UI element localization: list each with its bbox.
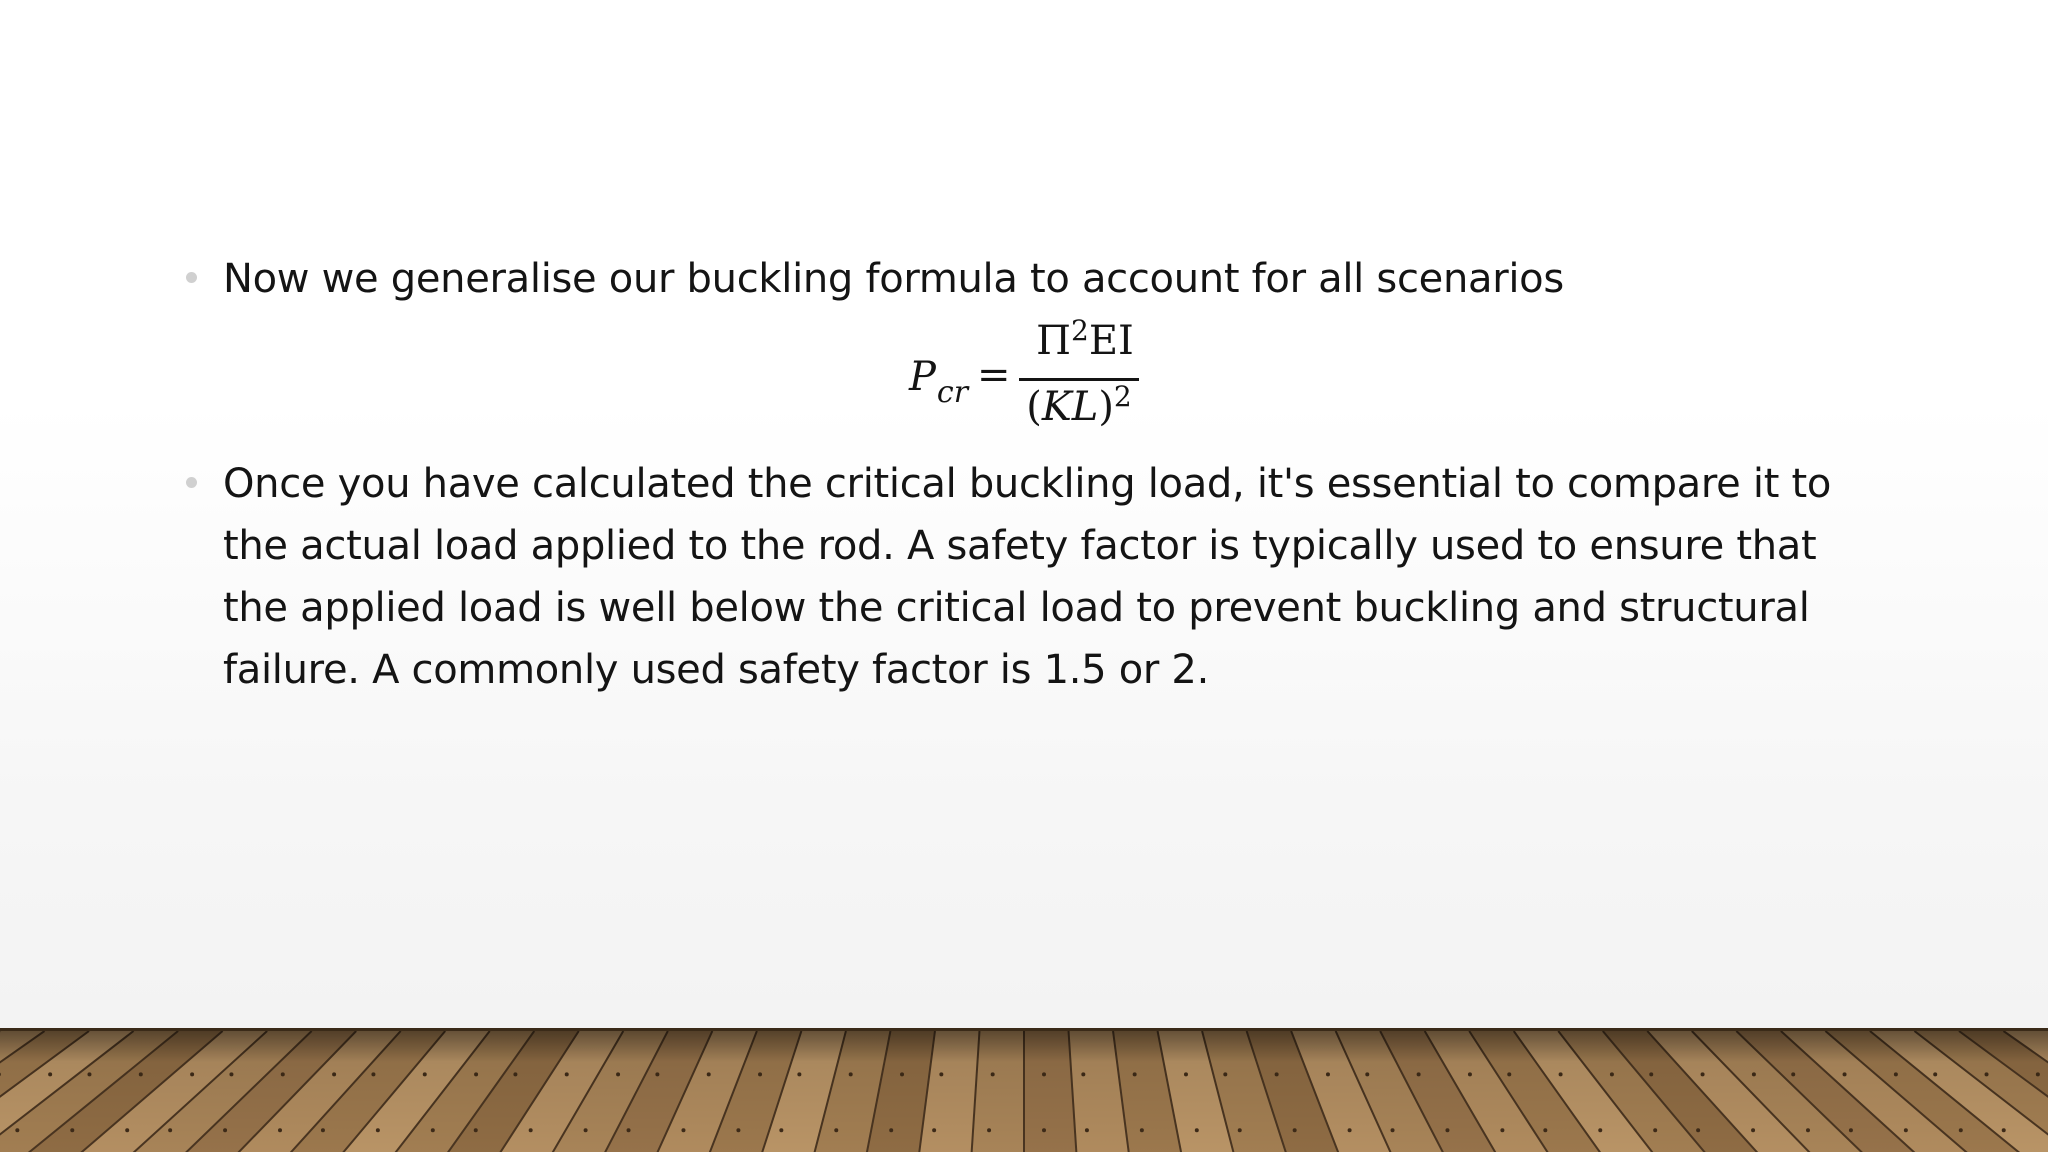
formula-lhs-symbol: P xyxy=(909,354,936,400)
formula-denominator-vars: KL xyxy=(1041,384,1099,430)
bullet-dot-icon xyxy=(186,477,197,488)
formula-numerator-exponent: 2 xyxy=(1071,314,1089,347)
formula-denominator xyxy=(1019,380,1139,430)
bullet-text: Now we generalise our buckling formula to account for all scenarios xyxy=(223,256,1564,302)
bullet-item xyxy=(180,453,1880,701)
formula-lhs-subscript: cr xyxy=(936,375,969,410)
formula-denominator-exponent: 2 xyxy=(1113,380,1132,413)
formula-lhs xyxy=(909,354,969,410)
formula-denominator-close: ) xyxy=(1098,384,1114,430)
slide-content xyxy=(180,248,1880,701)
formula-denominator-open: ( xyxy=(1026,384,1042,430)
wood-floor-image xyxy=(0,1031,2048,1152)
bullet-dot-icon xyxy=(186,272,197,283)
formula-numerator xyxy=(1035,314,1135,364)
wood-floor-decoration xyxy=(0,1028,2048,1152)
formula-numerator-rest: EI xyxy=(1088,318,1134,364)
formula-equals: = xyxy=(977,352,1011,398)
formula-pi: Π xyxy=(1036,318,1072,364)
bullet-item xyxy=(180,248,1880,310)
bullet-text: Once you have calculated the critical buckling load, it's essential to compare it to the actual load applied to the rod. A safety factor is typically used to ensure that the applied load is well below the critical load to prevent buckling and structural failure. A commonly used safety factor is 1.5 or 2. xyxy=(223,461,1832,693)
buckling-formula xyxy=(180,314,1880,436)
